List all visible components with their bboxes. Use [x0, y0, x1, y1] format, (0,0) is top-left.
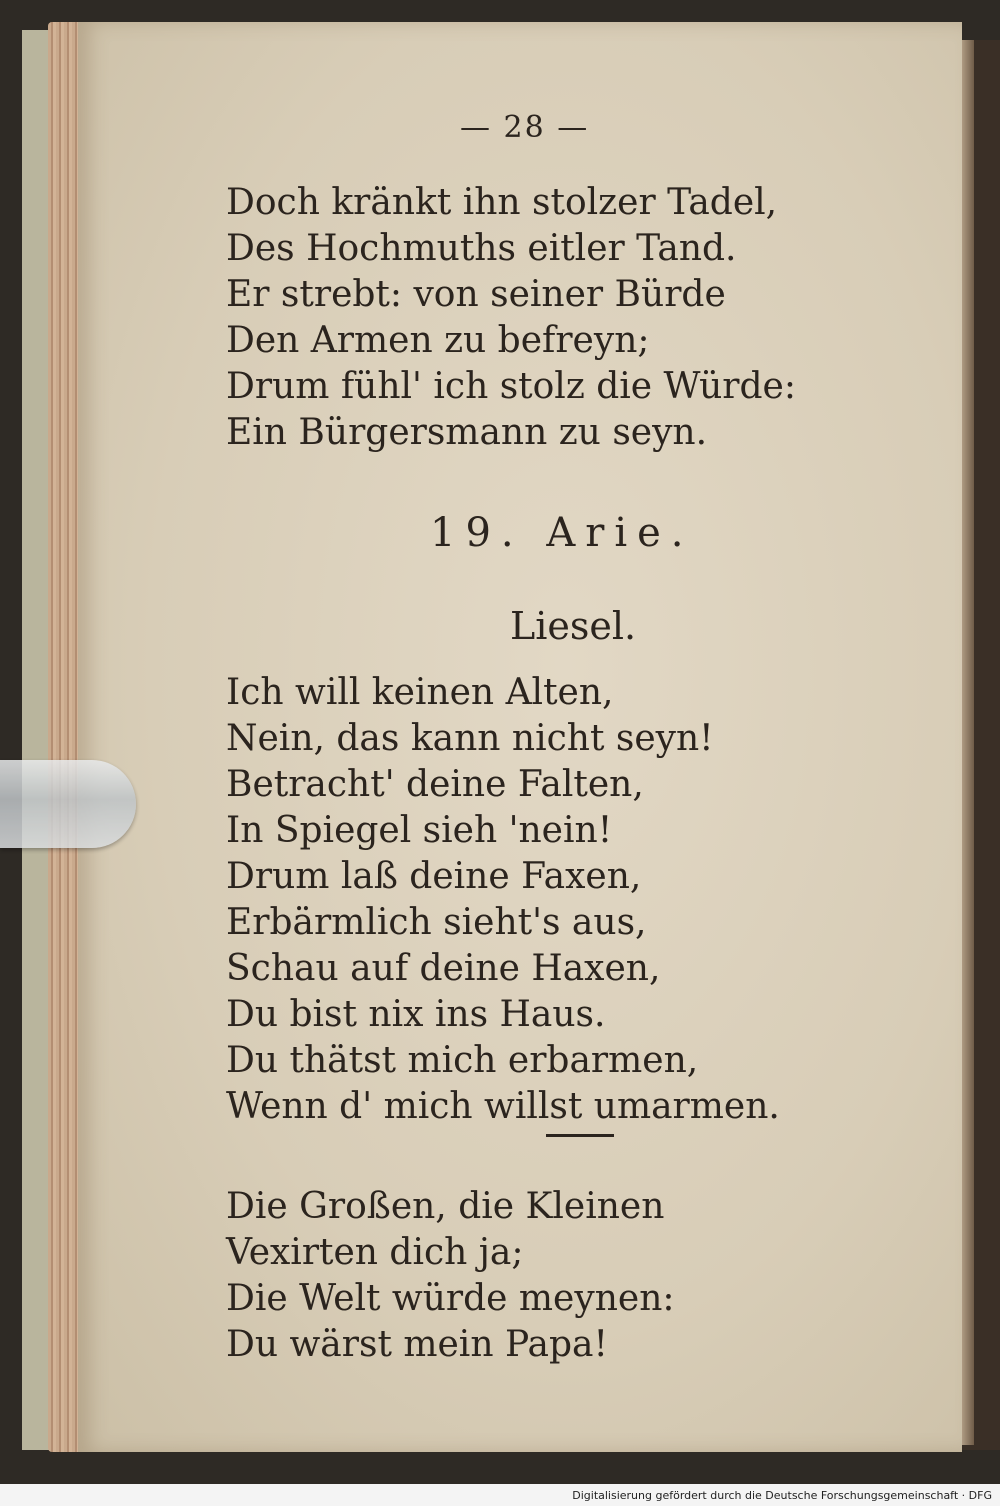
verse-line: Den Armen zu befreyn;: [226, 320, 650, 361]
verse-line: Die Großen, die Kleinen: [226, 1186, 665, 1227]
verse-line: In Spiegel sieh 'nein!: [226, 810, 613, 851]
section-heading: 19. Arie.: [430, 510, 694, 556]
divider-rule: [546, 1134, 614, 1137]
verse-line: Er strebt: von seiner Bürde: [226, 274, 726, 315]
speaker-name: Liesel.: [510, 604, 637, 648]
stanza-1: [226, 180, 796, 456]
verse-line: Vexirten dich ja;: [226, 1232, 524, 1273]
verse-line: Du thätst mich erbarmen,: [226, 1040, 699, 1081]
verse-line: Doch kränkt ihn stolzer Tadel,: [226, 182, 778, 223]
verse-line: Du bist nix ins Haus.: [226, 994, 606, 1035]
verse-line: Die Welt würde meynen:: [226, 1278, 675, 1319]
verse-line: Schau auf deine Haxen,: [226, 948, 661, 989]
verse-line: Ich will keinen Alten,: [226, 672, 614, 713]
verse-line: Betracht' deine Falten,: [226, 764, 644, 805]
page-text: [78, 22, 962, 1452]
verse-line: Wenn d' mich willst umarmen.: [226, 1086, 780, 1127]
stanza-2: [226, 670, 780, 1130]
footer-credit: Digitalisierung gefördert durch die Deutsche Forschungsgemeinschaft · DFG: [572, 1489, 992, 1502]
verse-line: Des Hochmuths eitler Tand.: [226, 228, 737, 269]
book-page: [78, 22, 962, 1452]
page-number: — 28 —: [460, 110, 590, 145]
verse-line: Ein Bürgersmann zu seyn.: [226, 412, 708, 453]
verse-line: Drum fühl' ich stolz die Würde:: [226, 366, 796, 407]
right-page-sliver: [960, 40, 974, 1445]
verse-line: Du wärst mein Papa!: [226, 1324, 608, 1365]
verse-line: Drum laß deine Faxen,: [226, 856, 642, 897]
page-clip: [0, 760, 136, 848]
verse-line: Nein, das kann nicht seyn!: [226, 718, 714, 759]
verse-line: Erbärmlich sieht's aus,: [226, 902, 647, 943]
stanza-3: [226, 1184, 675, 1368]
